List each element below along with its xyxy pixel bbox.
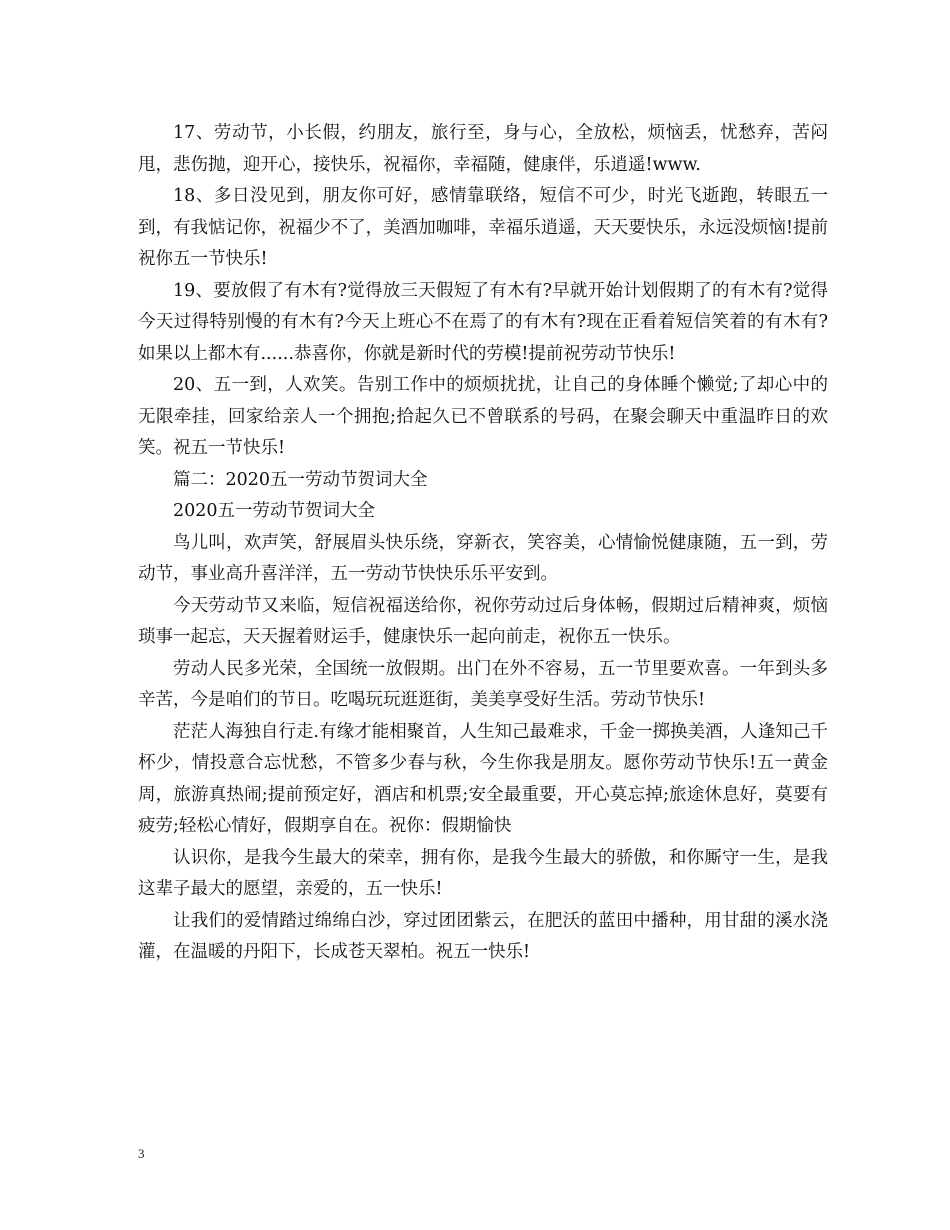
greeting-paragraph: 鸟儿叫，欢声笑，舒展眉头快乐绕，穿新衣，笑容美，心情愉悦健康随，五一到，劳动节，事业高升喜洋洋，五一劳动节快快乐乐平安到。 [138,532,828,584]
paragraph-19: 19、要放假了有木有?觉得放三天假短了有木有?早就开始计划假期了的有木有?觉得今天过得特别慢的有木有?今天上班心不在焉了的有木有?现在正看着短信笑着的有木有?如果以上都木有......恭喜你，你就是新时代的劳模!提前祝劳动节快乐! [138,280,828,364]
greeting-paragraph: 劳动人民多光荣，全国统一放假期。出门在外不容易，五一节里要欢喜。一年到头多辛苦，今是咱们的节日。吃喝玩玩逛逛街，美美享受好生活。劳动节快乐! [138,658,828,710]
document-body [138,118,828,969]
greeting-paragraph: 认识你，是我今生最大的荣幸，拥有你，是我今生最大的骄傲，和你厮守一生，是我这辈子最大的愿望，亲爱的，五一快乐! [138,847,828,899]
paragraph-17: 17、劳动节，小长假，约朋友，旅行至，身与心，全放松，烦恼丢，忧愁弃，苦闷甩，悲伤抛，迎开心，接快乐，祝福你，幸福随，健康伴，乐逍遥!www. [138,123,828,175]
page-number: 3 [138,1146,145,1161]
paragraph-20: 20、五一到，人欢笑。告别工作中的烦烦扰扰，让自己的身体睡个懒觉;了却心中的无限牵挂，回家给亲人一个拥抱;拾起久已不曾联系的号码，在聚会聊天中重温昨日的欢笑。祝五一节快乐! [138,375,828,458]
paragraph-18: 18、多日没见到，朋友你可好，感情靠联络，短信不可少，时光飞逝跑，转眼五一到，有我惦记你，祝福少不了，美酒加咖啡，幸福乐逍遥，天天要快乐，永远没烦恼!提前祝你五一节快乐! [138,186,828,269]
greeting-paragraph: 茫茫人海独自行走.有缘才能相聚首，人生知己最难求，千金一掷换美酒，人逢知己千杯少，情投意合忘忧愁，不管多少春与秋，今生你我是朋友。愿你劳动节快乐!五一黄金周，旅游真热闹;提前预定好，酒店和机票;安全最重要，开心莫忘掉;旅途休息好，莫要有疲劳;轻松心情好，假期享自在。祝你：假期愉快 [138,721,828,836]
section-heading: 篇二：2020五一劳动节贺词大全 [173,469,428,490]
greeting-paragraph: 让我们的爱情踏过绵绵白沙，穿过团团紫云，在肥沃的蓝田中播种，用甘甜的溪水浇灌，在温暖的丹阳下，长成苍天翠柏。祝五一快乐! [138,910,828,962]
section-title: 2020五一劳动节贺词大全 [173,501,376,521]
greeting-paragraph: 今天劳动节又来临，短信祝福送给你，祝你劳动过后身体畅，假期过后精神爽，烦恼琐事一起忘，天天握着财运手，健康快乐一起向前走，祝你五一快乐。 [138,595,828,647]
